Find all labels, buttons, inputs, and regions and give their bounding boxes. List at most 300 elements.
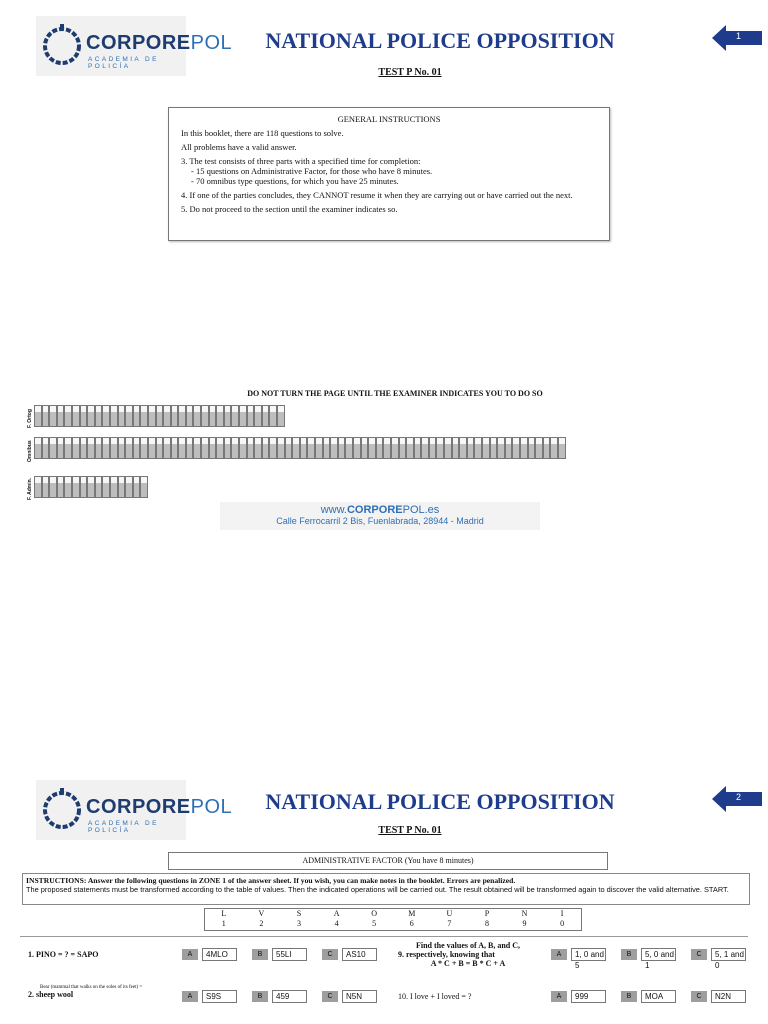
grid-cell — [34, 405, 42, 427]
value-table-column — [543, 909, 581, 930]
logo-brand-corp: CORPORE — [86, 32, 191, 54]
value-table-digit: 7 — [447, 919, 452, 928]
grid-cell — [95, 437, 103, 459]
grid-cell-number — [407, 444, 413, 458]
grid-cell-number — [43, 412, 49, 426]
grid-cell-number — [225, 444, 231, 458]
test-number: TEST P No. 01 — [378, 825, 442, 836]
grid-cell — [543, 437, 551, 459]
section-instructions-box — [22, 873, 750, 905]
grid-cell — [87, 405, 95, 427]
grid-cell — [42, 437, 50, 459]
value-table-column — [280, 909, 318, 930]
grid-cell-number — [172, 444, 178, 458]
grid-cell — [277, 437, 285, 459]
grid-cell-number — [35, 483, 41, 497]
grid-cell-number — [119, 412, 125, 426]
grid-cell-number — [157, 444, 163, 458]
grid-cell — [193, 437, 201, 459]
grid-cell-number — [324, 444, 330, 458]
grid-cell-number — [149, 412, 155, 426]
grid-cell — [148, 405, 156, 427]
grid-cell — [224, 405, 232, 427]
grid-cell — [277, 405, 285, 427]
grid-cell-number — [103, 483, 109, 497]
grid-cell — [42, 476, 50, 498]
answer-option[interactable] — [322, 990, 377, 1003]
value-table-digit: 6 — [409, 919, 414, 928]
grid-cell-number — [73, 483, 79, 497]
value-table-column — [355, 909, 393, 930]
option-letter: C — [691, 991, 707, 1002]
grid-cell-number — [400, 444, 406, 458]
value-table-column — [205, 909, 243, 930]
answer-option[interactable] — [182, 990, 237, 1003]
grid-cell-number — [491, 444, 497, 458]
option-value: 4MLO — [202, 948, 237, 961]
value-table-digit: 8 — [484, 919, 489, 928]
grid-cell — [262, 405, 270, 427]
footer-web-prefix: www. — [320, 504, 347, 516]
grid-cell — [156, 405, 164, 427]
grid-cell-number — [119, 444, 125, 458]
option-value: 5, 1 and 0 — [711, 948, 746, 961]
value-table-letter: S — [296, 909, 302, 918]
grid-cell — [345, 437, 353, 459]
grid-cell — [459, 437, 467, 459]
question-10: 10. I love + I loved = ? — [398, 992, 472, 1001]
grid-cell-number — [445, 444, 451, 458]
grid-cell — [118, 405, 126, 427]
grid-cell-number — [58, 483, 64, 497]
grid-cell — [34, 437, 42, 459]
grid-cell — [528, 437, 536, 459]
grid-cell — [110, 405, 118, 427]
grid-cell-number — [248, 444, 254, 458]
footer-banner — [220, 502, 540, 530]
page-badge-arrow — [712, 24, 762, 52]
grid-cell — [247, 405, 255, 427]
grid-cell-number — [187, 412, 193, 426]
grid-cell — [399, 437, 407, 459]
grid-cell — [34, 476, 42, 498]
grid-cell — [429, 437, 437, 459]
grid-cell — [262, 437, 270, 459]
option-letter: C — [322, 949, 338, 960]
logo-brand-pol: POL — [190, 796, 233, 818]
logo-brand-corp: CORPORE — [86, 796, 191, 818]
grid-cell — [421, 437, 429, 459]
answer-option[interactable] — [252, 948, 307, 961]
instruction-subline: - 15 questions on Administrative Factor, for those who have 8 minutes. — [191, 166, 433, 176]
grid-cell — [156, 437, 164, 459]
grid-cell-number — [559, 444, 565, 458]
grid-cell — [102, 476, 110, 498]
logo-brand-pol: POL — [190, 32, 233, 54]
option-value: N5N — [342, 990, 377, 1003]
grid-cell-number — [126, 483, 132, 497]
grid-cell — [102, 405, 110, 427]
grid-cell-number — [179, 412, 185, 426]
grid-cell-number — [240, 412, 246, 426]
option-value: 459 — [272, 990, 307, 1003]
grid-cell-number — [194, 412, 200, 426]
grid-cell-number — [369, 444, 375, 458]
grid-cell-number — [111, 483, 117, 497]
grid-cell — [558, 437, 566, 459]
instruction-line: 4. If one of the parties concludes, they CANNOT resume it when they are carrying out or have carried out the next. — [181, 190, 573, 200]
grid-cell-number — [217, 444, 223, 458]
instructions-heading: GENERAL INSTRUCTIONS — [337, 114, 441, 124]
grid-cell-number — [339, 444, 345, 458]
grid-cell — [330, 437, 338, 459]
option-value: N2N — [711, 990, 746, 1003]
option-value: 1, 0 and 5 — [571, 948, 606, 961]
grid-cell — [482, 437, 490, 459]
grid-cell-number — [331, 444, 337, 458]
grid-cell-number — [50, 412, 56, 426]
grid-cell-number — [422, 444, 428, 458]
value-table-digit: 0 — [560, 919, 565, 928]
value-table-letter: O — [371, 909, 378, 918]
grid-cell-number — [157, 412, 163, 426]
grid-cell — [42, 405, 50, 427]
grid-cell — [163, 405, 171, 427]
value-table — [204, 908, 582, 931]
grid-cell-number — [81, 412, 87, 426]
grid-cell-number — [225, 412, 231, 426]
grid-cell-number — [551, 444, 557, 458]
grid-cell — [224, 437, 232, 459]
answer-option[interactable] — [551, 990, 606, 1003]
grid-cell — [307, 437, 315, 459]
grid-cell — [140, 405, 148, 427]
grid-cell — [72, 476, 80, 498]
value-table-column — [506, 909, 544, 930]
grid-cell — [467, 437, 475, 459]
option-value: 5, 0 and 1 — [641, 948, 676, 961]
grid-cell — [535, 437, 543, 459]
answer-option[interactable] — [691, 990, 746, 1003]
grid-cell — [383, 437, 391, 459]
value-table-column — [243, 909, 281, 930]
grid-cell — [118, 476, 126, 498]
grid-cell-number — [384, 444, 390, 458]
grid-cell — [414, 437, 422, 459]
grid-cell — [163, 437, 171, 459]
grid-cell-number — [164, 412, 170, 426]
grid-cell-number — [270, 412, 276, 426]
grid-cell — [133, 405, 141, 427]
grid-cell — [512, 437, 520, 459]
value-table-letter: P — [484, 909, 490, 918]
value-table-column — [431, 909, 469, 930]
page-badge-arrow — [712, 785, 762, 813]
grid-cell-number — [460, 444, 466, 458]
grid-cell — [95, 476, 103, 498]
grid-cell-number — [346, 444, 352, 458]
grid-cell — [269, 405, 277, 427]
grid-cell — [231, 405, 239, 427]
grid-cell — [254, 405, 262, 427]
grid-cell — [57, 437, 65, 459]
grid-cell — [193, 405, 201, 427]
instruction-line: All problems have a valid answer. — [181, 142, 297, 152]
grid-cell-number — [293, 444, 299, 458]
grid-cell-number — [103, 444, 109, 458]
grid-cell — [171, 405, 179, 427]
grid-cell-number — [111, 444, 117, 458]
footer-web-suffix: POL.es — [402, 504, 440, 516]
grid-cell — [338, 437, 346, 459]
grid-cell-number — [415, 444, 421, 458]
grid-cell — [140, 437, 148, 459]
grid-cell-number — [164, 444, 170, 458]
question-2 — [28, 985, 142, 999]
grid-cell — [216, 437, 224, 459]
grid-cell-number — [73, 444, 79, 458]
answer-key-grid-ortog — [34, 405, 285, 427]
value-table-letter: I — [560, 909, 564, 918]
page-number: 2 — [736, 792, 742, 802]
grid-cell-number — [35, 444, 41, 458]
grid-cell-number — [81, 483, 87, 497]
grid-cell-number — [278, 444, 284, 458]
value-table-letter: A — [333, 909, 340, 918]
value-table-digit: 5 — [372, 919, 377, 928]
grid-cell-number — [354, 444, 360, 458]
grid-cell — [57, 476, 65, 498]
grid-cell-number — [141, 412, 147, 426]
grid-cell-number — [134, 412, 140, 426]
grid-cell-number — [141, 444, 147, 458]
question-9 — [398, 941, 538, 968]
page-title: NATIONAL POLICE OPPOSITION — [265, 28, 615, 53]
grid-cell-number — [65, 412, 71, 426]
value-table-digit: 4 — [334, 919, 339, 928]
grid-cell — [444, 437, 452, 459]
grid-cell — [148, 437, 156, 459]
grid-cell-number — [270, 444, 276, 458]
grid-cell — [64, 476, 72, 498]
grid-label: Omnibus — [27, 440, 33, 462]
page-number: 1 — [736, 31, 742, 41]
grid-cell — [285, 437, 293, 459]
grid-cell-number — [50, 444, 56, 458]
grid-cell-number — [536, 444, 542, 458]
question-2-hint: Bear (mammal that walks on the soles of its feet) = — [40, 985, 143, 990]
grid-cell — [239, 405, 247, 427]
grid-cell-number — [43, 444, 49, 458]
police-shield-icon — [42, 786, 82, 834]
grid-cell — [497, 437, 505, 459]
grid-cell-number — [430, 444, 436, 458]
grid-label: F. Ortog — [27, 409, 33, 428]
grid-cell-number — [134, 483, 140, 497]
option-letter: C — [691, 949, 707, 960]
option-letter: B — [621, 949, 637, 960]
grid-cell-number — [498, 444, 504, 458]
grid-cell — [269, 437, 277, 459]
grid-cell — [300, 437, 308, 459]
grid-cell — [505, 437, 513, 459]
grid-cell — [368, 437, 376, 459]
answer-option[interactable] — [621, 990, 676, 1003]
answer-option[interactable] — [621, 948, 676, 970]
grid-cell — [315, 437, 323, 459]
grid-cell-number — [65, 483, 71, 497]
section-instructions-bold: INSTRUCTIONS: Answer the following questions in ZONE 1 of the answer sheet. If you wish, you can make notes in the booklet. Errors are penalized. — [26, 876, 516, 885]
question-9-line-a: Find the values of A, B, and C, — [415, 941, 521, 950]
grid-cell-number — [111, 412, 117, 426]
instruction-subline: - 70 omnibus type questions, for which you have 25 minutes. — [191, 176, 399, 186]
option-value: S9S — [202, 990, 237, 1003]
grid-cell-number — [126, 444, 132, 458]
value-table-digit: 3 — [296, 919, 301, 928]
grid-cell-number — [217, 412, 223, 426]
grid-cell — [140, 476, 148, 498]
value-table-digit: 9 — [522, 919, 527, 928]
grid-cell-number — [96, 444, 102, 458]
grid-cell-number — [286, 444, 292, 458]
grid-cell-number — [437, 444, 443, 458]
option-value: MOA — [641, 990, 676, 1003]
grid-cell — [72, 437, 80, 459]
grid-cell — [201, 437, 209, 459]
grid-cell — [406, 437, 414, 459]
grid-cell-number — [529, 444, 535, 458]
logo-subtitle: ACADEMIA DE POLICÍA — [88, 820, 159, 834]
grid-cell — [209, 405, 217, 427]
grid-cell — [323, 437, 331, 459]
grid-cell-number — [255, 412, 261, 426]
grid-cell-number — [96, 483, 102, 497]
instruction-line: 5. Do not proceed to the section until the examiner indicates so. — [181, 204, 398, 214]
grid-cell — [87, 437, 95, 459]
grid-cell — [80, 405, 88, 427]
grid-cell-number — [255, 444, 261, 458]
grid-cell-number — [263, 412, 269, 426]
page-title: NATIONAL POLICE OPPOSITION — [265, 789, 615, 814]
grid-cell — [87, 476, 95, 498]
police-shield-icon — [42, 22, 82, 70]
grid-cell-number — [232, 412, 238, 426]
grid-cell — [353, 437, 361, 459]
value-table-column — [318, 909, 356, 930]
footer-address: Calle Ferrocarril 2 Bis, Fuenlabrada, 28944 - Madrid — [276, 516, 484, 526]
divider — [20, 936, 748, 937]
grid-cell-number — [58, 412, 64, 426]
grid-cell-number — [202, 444, 208, 458]
value-table-letter: L — [221, 909, 227, 918]
grid-cell-number — [65, 444, 71, 458]
grid-cell — [49, 437, 57, 459]
grid-cell — [64, 437, 72, 459]
grid-cell — [474, 437, 482, 459]
value-table-letter: V — [258, 909, 265, 918]
option-letter: C — [322, 991, 338, 1002]
grid-cell — [231, 437, 239, 459]
answer-option[interactable] — [322, 948, 377, 961]
grid-cell-number — [232, 444, 238, 458]
grid-cell — [376, 437, 384, 459]
grid-cell-number — [210, 412, 216, 426]
grid-cell-number — [202, 412, 208, 426]
grid-cell — [102, 437, 110, 459]
value-table-letter: U — [446, 909, 453, 918]
grid-cell — [49, 405, 57, 427]
grid-cell-number — [392, 444, 398, 458]
grid-cell — [49, 476, 57, 498]
question-2-text: 2. sheep wool — [28, 990, 74, 999]
answer-option[interactable] — [252, 990, 307, 1003]
grid-cell-number — [362, 444, 368, 458]
grid-cell-number — [483, 444, 489, 458]
grid-cell — [490, 437, 498, 459]
grid-cell — [171, 437, 179, 459]
value-table-letter: M — [408, 909, 416, 918]
footer-web-brand: CORPORE — [346, 504, 403, 516]
grid-cell — [57, 405, 65, 427]
grid-cell-number — [513, 444, 519, 458]
grid-cell — [452, 437, 460, 459]
grid-cell-number — [263, 444, 269, 458]
grid-cell-number — [187, 444, 193, 458]
grid-cell-number — [35, 412, 41, 426]
grid-cell — [125, 476, 133, 498]
grid-cell — [292, 437, 300, 459]
value-table-digit: 2 — [259, 919, 264, 928]
grid-cell — [125, 405, 133, 427]
grid-cell — [520, 437, 528, 459]
question-1: 1. PINO = ? = SAPO — [28, 950, 99, 959]
grid-cell-number — [103, 412, 109, 426]
grid-cell — [361, 437, 369, 459]
grid-cell-number — [278, 412, 284, 426]
grid-cell-number — [134, 444, 140, 458]
grid-cell-number — [506, 444, 512, 458]
option-value: 55LI — [272, 948, 307, 961]
option-letter: A — [551, 949, 567, 960]
grid-cell — [72, 405, 80, 427]
option-letter: B — [252, 991, 268, 1002]
grid-cell-number — [308, 444, 314, 458]
grid-cell-number — [377, 444, 383, 458]
option-letter: A — [551, 991, 567, 1002]
grid-cell — [133, 476, 141, 498]
grid-cell-number — [81, 444, 87, 458]
answer-option[interactable] — [551, 948, 606, 970]
grid-cell — [254, 437, 262, 459]
corporepol-logo — [36, 780, 233, 840]
grid-cell-number — [453, 444, 459, 458]
grid-cell-number — [88, 412, 94, 426]
option-letter: B — [252, 949, 268, 960]
value-table-column — [393, 909, 431, 930]
grid-cell — [247, 437, 255, 459]
grid-cell-number — [521, 444, 527, 458]
grid-cell-number — [141, 483, 147, 497]
grid-cell-number — [475, 444, 481, 458]
grid-label: F. Admin. — [27, 477, 33, 500]
answer-option[interactable] — [691, 948, 746, 970]
section-heading-box: ADMINISTRATIVE FACTOR (You have 8 minutes) — [168, 852, 608, 870]
grid-cell — [118, 437, 126, 459]
grid-cell — [209, 437, 217, 459]
value-table-letter: N — [521, 909, 528, 918]
grid-cell-number — [73, 412, 79, 426]
answer-option[interactable] — [182, 948, 237, 961]
